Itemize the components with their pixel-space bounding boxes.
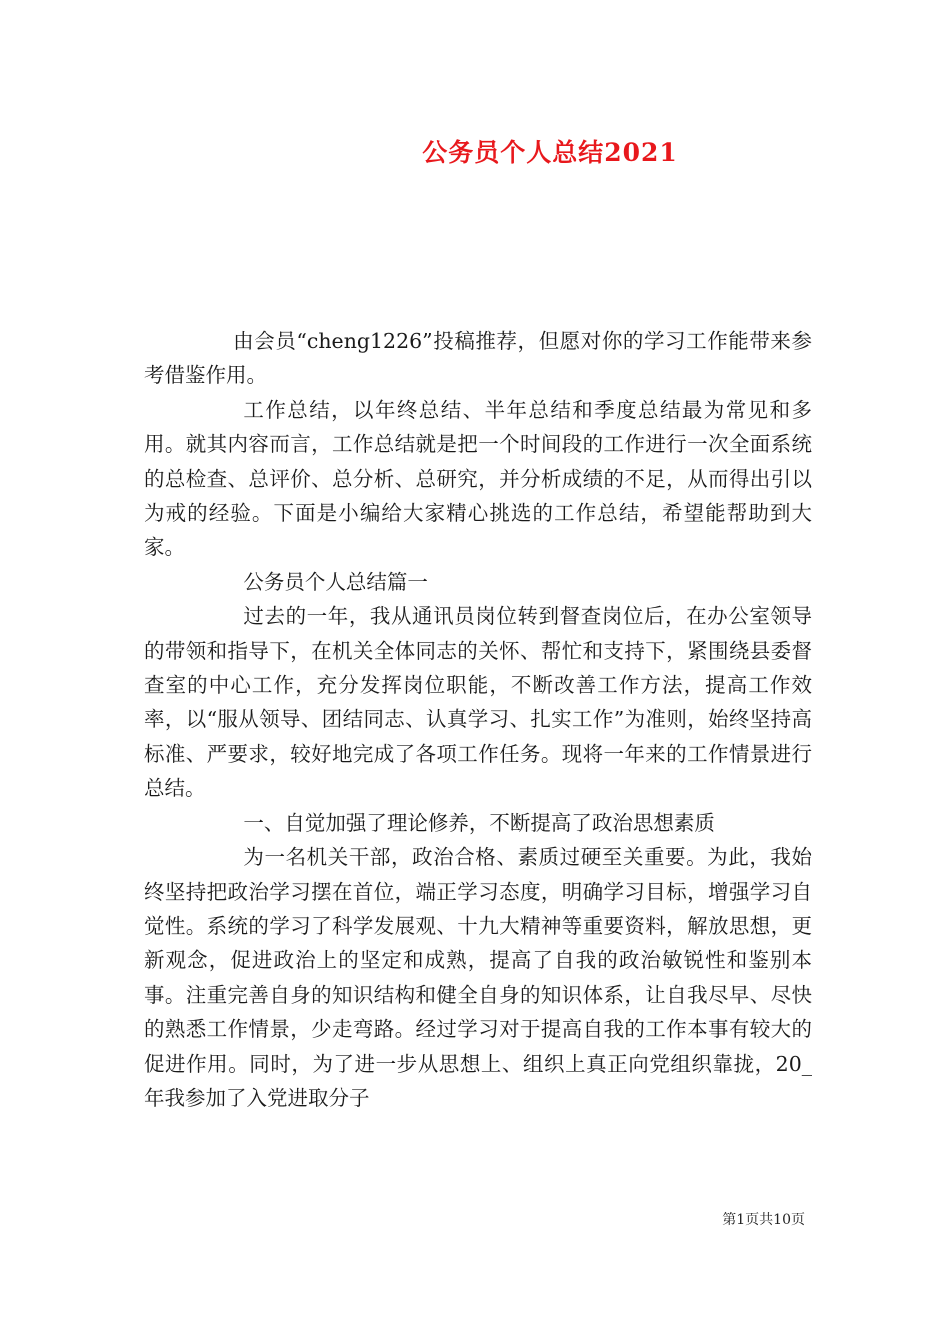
document-title: 公务员个人总结2021 — [422, 138, 678, 167]
page-footer: 第1页共10页 — [722, 1212, 805, 1228]
document-body — [144, 324, 812, 1115]
paragraph-review: 过去的一年，我从通讯员岗位转到督查岗位后，在办公室领导的带领和指导下，在机关全体同志的关怀、帮忙和支持下，紧围绕县委督查室的中心工作，充分发挥岗位职能，不断改善工作方法，提高工作效率，以“服从领导、团结同志、认真学习、扎实工作”为准则，始终坚持高标准、严要求，较好地完成了各项工作任务。现将一年来的工作情景进行总结。 — [144, 604, 812, 801]
subsection-heading: 一、自觉加强了理论修养，不断提高了政治思想素质 — [243, 810, 715, 835]
section-heading: 公务员个人总结篇一 — [243, 569, 428, 594]
paragraph-intro: 由会员“cheng1226”投稿推荐，但愿对你的学习工作能带来参考借鉴作用。 — [144, 329, 812, 388]
paragraph-study: 为一名机关干部，政治合格、素质过硬至关重要。为此，我始终坚持把政治学习摆在首位，端正学习态度，明确学习目标，增强学习自觉性。系统的学习了科学发展观、十九大精神等重要资料，解放思想，更新观念，促进政治上的坚定和成熟，提高了自我的政治敏锐性和鉴别本事。注重完善自身的知识结构和健全自身的知识体系，让自我尽早、尽快的熟悉工作情景，少走弯路。经过学习对于提高自我的工作本事有较大的促进作用。同时，为了进一步从思想上、组织上真正向党组织靠拢，20_年我参加了入党进取分子 — [144, 845, 812, 1110]
paragraph-summary: 工作总结，以年终总结、半年总结和季度总结最为常见和多用。就其内容而言，工作总结就是把一个时间段的工作进行一次全面系统的总检查、总评价、总分析、总研究，并分析成绩的不足，从而得出引以为戒的经验。下面是小编给大家精心挑选的工作总结，希望能帮助到大家。 — [144, 397, 812, 560]
